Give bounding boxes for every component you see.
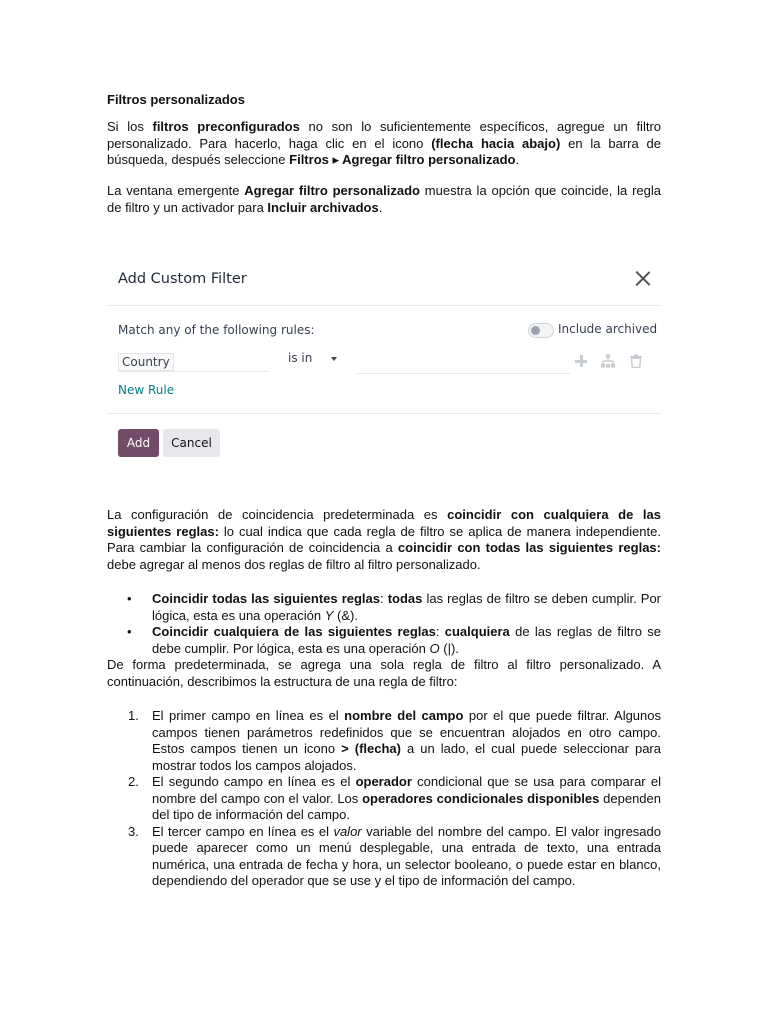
text: : [435,624,445,639]
text: El primer campo en línea es el [152,708,345,723]
operator-value: is in [288,351,313,365]
include-archived-label: Include archived [558,322,658,336]
list-item [107,591,661,624]
list-item [107,774,661,824]
new-rule-link[interactable]: New Rule [118,383,175,397]
text: . [378,199,383,215]
text: Si los [107,119,153,134]
text: (&). [333,607,358,623]
list-number: 3. [128,823,139,839]
italic-text: Y [324,607,334,623]
text: El segundo campo en línea es el [152,774,356,789]
bullet-dot: • [127,624,132,639]
text: condicional que se usa para comparar el nombre del campo con el valor. Los [152,774,661,806]
close-icon[interactable] [635,270,651,286]
list-number: 2. [128,774,139,789]
intro-paragraph [107,119,661,169]
list-number: 1. [128,708,139,723]
text: muestra la opción que coincide, la regla de filtro y un activador para [107,183,661,215]
list-item [107,824,661,890]
popup-paragraph [107,183,661,216]
text: . [515,152,520,168]
text: : [380,591,388,606]
hierarchy-icon[interactable] [601,354,615,368]
text: no son lo suficientemente específicos, agregue un filtro personalizado. Para hacerlo, haga clic en el icono [107,119,662,151]
cancel-button[interactable]: Cancel [163,429,220,457]
structure-paragraph: De forma predeterminada, se agrega una sola regla de filtro al filtro personalizado. A continuación, describimos la estructura de una regla de filtro: [107,657,661,689]
bold-text: coincidir con todas las siguientes reglas: [397,540,661,556]
text: La ventana emergente [107,183,245,198]
match-config-paragraph [107,507,661,574]
italic-text: O [429,640,440,656]
field-path-value: Country [118,353,174,371]
dialog-title: Add Custom Filter [118,271,247,287]
bold-text: coincidir con cualquiera de las siguientes reglas: [107,507,661,539]
text: (|). [439,640,459,656]
text: dependen del tipo de información del campo. [152,790,662,822]
bold-text: cualquiera [444,624,510,639]
add-custom-filter-dialog [107,250,661,475]
trash-icon[interactable] [629,354,643,368]
list-item [107,708,661,774]
plus-icon[interactable] [574,354,588,368]
divider [107,305,661,306]
section-heading: Filtros personalizados [107,92,245,107]
text: a un lado, el cual puede seleccionar para mostrar todos los campos alojados. [152,741,661,773]
bold-text: nombre del campo [344,708,464,723]
bold-text: > (flecha) [341,741,401,756]
add-button[interactable]: Add [118,429,159,457]
text: las reglas de filtro se deben cumplir. Por lógica, esta es una operación [152,591,661,623]
bullet-dot: • [127,591,132,606]
caret-down-icon [331,357,337,361]
text: La configuración de coincidencia predeterminada es [107,507,448,522]
text: debe agregar al menos dos reglas de filtro al filtro personalizado. [107,557,481,573]
italic-text: valor [333,823,362,839]
bold-text: Coincidir cualquiera de las siguientes reglas [152,624,436,639]
text: variable del nombre del campo. El valor ingresado puede aparecer como un menú desplegable, una entrada de texto, una entrada numérica, una entrada de fecha y hora, un selector booleano, o puede estar en blanco, dependiendo del operador que se use y el tipo de información del campo. [152,823,661,888]
text: por el que puede filtrar. Algunos campos tienen parámetros redefinidos que se encuentran alojados en otro campo. Estos campos tienen un icono [152,708,661,756]
text: en la barra de búsqueda, después seleccione [107,135,661,168]
toggle-knob [531,326,540,335]
bold-text: todas [387,591,423,606]
value-input[interactable] [356,351,570,374]
bold-text: (flecha hacia abajo) [431,135,561,151]
numbered-list [107,708,661,890]
bold-text: operador [355,774,412,789]
match-rules-text: Match any of the following rules: [118,323,315,337]
bold-text: Coincidir todas las siguientes reglas [152,591,381,606]
bold-text: Agregar filtro personalizado [244,183,420,198]
include-archived-toggle[interactable] [528,323,554,338]
bold-text: filtros preconfigurados [152,119,300,134]
bold-text: Incluir archivados [267,199,379,215]
bold-text: operadores condicionales disponibles [362,790,600,806]
list-item [107,624,661,657]
text: de las reglas de filtro se debe cumplir. Por lógica, esta es una operación [152,624,661,656]
bold-text: Filtros ▸ Agregar filtro personalizado [289,152,516,168]
bullet-list [107,591,661,657]
field-path-selector[interactable] [118,351,268,372]
divider [107,413,661,414]
operator-select[interactable] [288,351,348,371]
text: El tercer campo en línea es el [152,823,334,839]
text: lo cual indica que cada regla de filtro se aplica de manera independiente. Para cambiar la configuración de coincidencia a [107,523,661,556]
